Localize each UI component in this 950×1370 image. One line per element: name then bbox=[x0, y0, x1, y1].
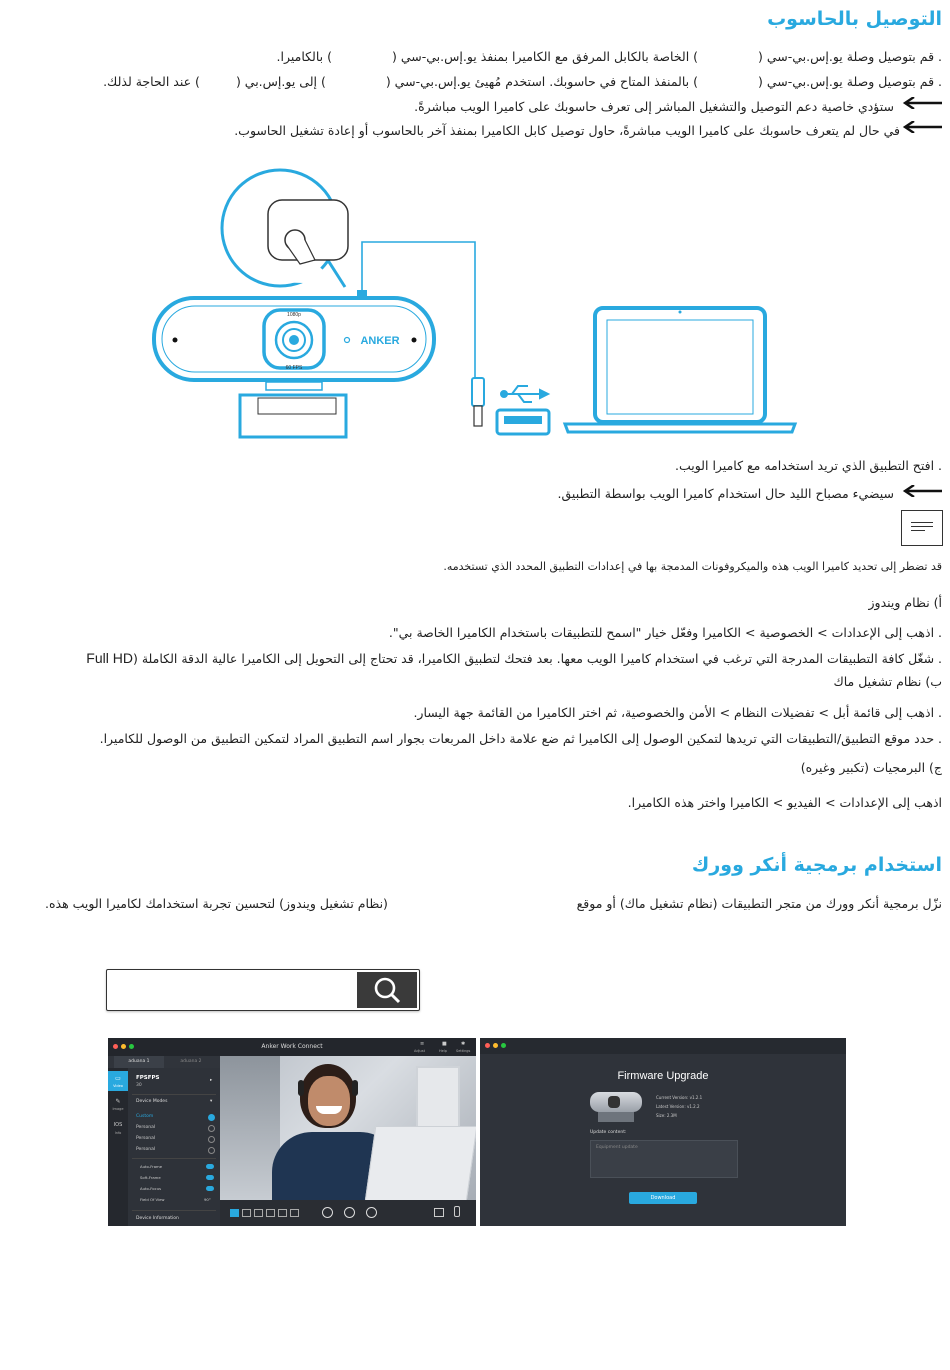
download-button[interactable]: Download bbox=[629, 1192, 697, 1204]
firmware-title: Firmware Upgrade bbox=[617, 1070, 709, 1082]
arrow-left-icon bbox=[902, 121, 942, 133]
wand-icon: ✎ bbox=[115, 1098, 121, 1105]
brand-logo: ANKER bbox=[360, 335, 400, 347]
layout-icon[interactable] bbox=[254, 1209, 263, 1217]
note-icon bbox=[901, 510, 943, 546]
chevron-down-icon[interactable]: ▾ bbox=[210, 1099, 213, 1104]
sidebar-item-video[interactable] bbox=[108, 1071, 128, 1091]
device-modes-label: Device Modes bbox=[136, 1099, 168, 1104]
software-step-1: اذهب إلى الإعدادات > الفيديو > الكاميرا واختر هذه الكاميرا. bbox=[627, 795, 942, 810]
video-preview bbox=[220, 1056, 476, 1200]
tab-device-1[interactable]: aduana 1 bbox=[114, 1056, 164, 1068]
current-version: Current Version: v1.2.1 bbox=[656, 1095, 703, 1100]
device-info-link[interactable]: Device Information bbox=[136, 1216, 179, 1221]
search-button[interactable] bbox=[357, 972, 417, 1008]
section-title-connect: التوصيل بالحاسوب bbox=[767, 8, 942, 30]
software-heading: ج) البرمجيات (تكبير وغيره) bbox=[800, 760, 942, 775]
search-input[interactable] bbox=[109, 972, 355, 1008]
help-label: Help bbox=[439, 1049, 447, 1053]
connection-illustration bbox=[140, 160, 810, 450]
toggle-label: Field Of View bbox=[140, 1197, 165, 1202]
help-icon[interactable]: ■ bbox=[442, 1041, 447, 1047]
adjust-icon[interactable]: ≡ bbox=[420, 1041, 425, 1047]
record-icon[interactable] bbox=[344, 1207, 355, 1218]
toggle-label: Soft-Frame bbox=[140, 1175, 161, 1180]
mode-option[interactable]: Personal bbox=[136, 1147, 156, 1152]
fov-value[interactable]: 90° bbox=[204, 1197, 211, 1202]
step-1: . قم بتوصيل وصلة يو.إس.بي-سي () الخاصة بالكابل المرفق مع الكاميرا بمنفذ يو.إس.بي-سي () بالكاميرا. bbox=[276, 49, 942, 64]
res-label: 1080p bbox=[287, 312, 301, 318]
tip-text: قد تضطر إلى تحديد كاميرا الويب هذه والميكروفونات المدمجة بها في إعدادات التطبيق المحدد الذي تستخدمه. bbox=[443, 560, 942, 573]
latest-version: Latest Version: v1.2.2 bbox=[656, 1104, 700, 1109]
video-icon: ▭ bbox=[115, 1075, 121, 1082]
radio[interactable] bbox=[208, 1136, 215, 1143]
pause-icon[interactable] bbox=[322, 1207, 333, 1218]
update-content-box[interactable] bbox=[590, 1140, 738, 1178]
sidebar-label-info: Info bbox=[114, 1131, 122, 1135]
arrow-left-icon bbox=[902, 97, 942, 109]
layout-icon[interactable] bbox=[278, 1209, 287, 1217]
windows-step-1: . اذهب إلى الإعدادات > الخصوصية > الكاميرا وفعّل خيار "اسمح للتطبيقات باستخدام الكاميرا الخاصة بي". bbox=[388, 625, 942, 640]
note-reconnect: في حال لم يتعرف حاسوبك على كاميرا الويب مباشرةً، حاول توصيل كابل الكاميرا بمنفذ آخر بالحاسوب أو إعادة تشغيل الحاسوب. bbox=[234, 123, 900, 138]
radio[interactable] bbox=[208, 1125, 215, 1132]
adjust-label: Adjust bbox=[414, 1049, 425, 1053]
gear-icon[interactable]: ✱ bbox=[461, 1041, 466, 1047]
mac-heading: ب) نظام تشغيل ماك bbox=[833, 674, 942, 689]
mac-step-1: . اذهب إلى قائمة أبل > تفضيلات النظام > الأمن والخصوصية، ثم اختر الكاميرا من القائمة جهة اليسار. bbox=[413, 705, 942, 720]
usb-icon bbox=[501, 386, 548, 402]
settings-label: Settings bbox=[456, 1049, 471, 1053]
toggle-label: Auto-Focus bbox=[140, 1186, 162, 1191]
port-zoom-circle bbox=[222, 170, 348, 287]
tab-device-2[interactable]: aduana 2 bbox=[180, 1059, 202, 1064]
app-title: Anker Work Connect bbox=[261, 1043, 323, 1050]
windows-heading: أ) نظام ويندوز bbox=[868, 595, 942, 610]
app-window-firmware bbox=[480, 1038, 846, 1226]
sidebar-item-image[interactable] bbox=[108, 1094, 128, 1114]
close-dot-icon[interactable] bbox=[485, 1043, 490, 1048]
webcam-image bbox=[590, 1092, 642, 1112]
mode-option[interactable]: Custom bbox=[136, 1114, 154, 1119]
info-icon: IOS bbox=[113, 1122, 123, 1128]
app-window-main bbox=[108, 1038, 476, 1226]
file-size: Size: 2.3M bbox=[656, 1113, 677, 1118]
camera-icon[interactable] bbox=[366, 1207, 377, 1218]
layout-icon[interactable] bbox=[290, 1209, 299, 1217]
mode-option[interactable]: Personal bbox=[136, 1125, 156, 1130]
fps-label: 60 FPS bbox=[285, 365, 303, 371]
toggle-label: Auto-Frame bbox=[140, 1164, 163, 1169]
download-line-a: نزّل برمجية أنكر وورك من متجر التطبيقات (نظام تشغيل ماك) أو موقع bbox=[576, 896, 942, 911]
windows-step-2: . شغّل كافة التطبيقات المدرجة التي ترغب في استخدام كاميرا الويب معها. بعد فتحك لتطبيق الكاميرا، قد تحتاج إلى التحويل إلى الكاميرا عالية الدقة الكاملة (Full HD bbox=[86, 650, 942, 666]
layout-icon[interactable] bbox=[230, 1209, 239, 1217]
sidebar-item-info[interactable] bbox=[108, 1118, 128, 1138]
radio[interactable] bbox=[208, 1147, 215, 1154]
note-led: سيضيء مصباح الليد حال استخدام كاميرا الويب بواسطة التطبيق. bbox=[557, 486, 894, 501]
arrow-left-icon bbox=[902, 485, 942, 497]
update-content-placeholder: Equipment update bbox=[596, 1145, 638, 1150]
section-title-anker-work: استخدام برمجية أنكر وورك bbox=[691, 854, 942, 876]
search-icon bbox=[357, 972, 417, 1008]
sidebar-label-video: Video bbox=[113, 1084, 123, 1088]
fps-heading: FPSFPS bbox=[136, 1075, 160, 1081]
radio-selected[interactable] bbox=[208, 1114, 215, 1121]
toggle-switch[interactable] bbox=[206, 1175, 214, 1180]
sidebar-label-image: Image bbox=[112, 1107, 124, 1111]
mic-icon[interactable] bbox=[454, 1206, 460, 1217]
update-content-label: Update content: bbox=[590, 1130, 627, 1135]
fps-value[interactable]: 30 bbox=[136, 1083, 142, 1088]
person-face bbox=[308, 1076, 350, 1126]
minimize-dot-icon[interactable] bbox=[493, 1043, 498, 1048]
step-3: . افتح التطبيق الذي تريد استخدامه مع كاميرا الويب. bbox=[675, 458, 942, 473]
folder-icon[interactable] bbox=[434, 1208, 444, 1217]
laptop-shape bbox=[365, 1126, 476, 1200]
layout-icon[interactable] bbox=[266, 1209, 275, 1217]
download-line-b: (نظام تشغيل ويندوز) لتحسين تجربة استخدامك لكاميرا الويب هذه. bbox=[45, 896, 388, 911]
step-2: . قم بتوصيل وصلة يو.إس.بي-سي () بالمنفذ المتاح في حاسوبك. استخدم مُهيئ يو.إس.بي-سي () إلى يو.إس.بي () عند الحاجة لذلك. bbox=[103, 74, 942, 89]
note-plug-and-play: ستؤدي خاصية دعم التوصيل والتشغيل المباشر إلى تعرف حاسوبك على كاميرا الويب مباشرةً. bbox=[414, 99, 894, 114]
toggle-switch[interactable] bbox=[206, 1164, 214, 1169]
toggle-switch[interactable] bbox=[206, 1186, 214, 1191]
mac-step-2: . حدد موقع التطبيق/التطبيقات التي تريدها لتمكين الوصول إلى الكاميرا ثم ضع علامة داخل المربعات بجوار اسم التطبيق المراد لتمكين التطبيق من الوصول للكاميرا. bbox=[99, 731, 942, 746]
chevron-right-icon[interactable]: ▸ bbox=[210, 1078, 213, 1083]
zoom-dot-icon[interactable] bbox=[501, 1043, 506, 1048]
search-bar[interactable] bbox=[106, 969, 420, 1011]
mode-option[interactable]: Personal bbox=[136, 1136, 156, 1141]
layout-icon[interactable] bbox=[242, 1209, 251, 1217]
